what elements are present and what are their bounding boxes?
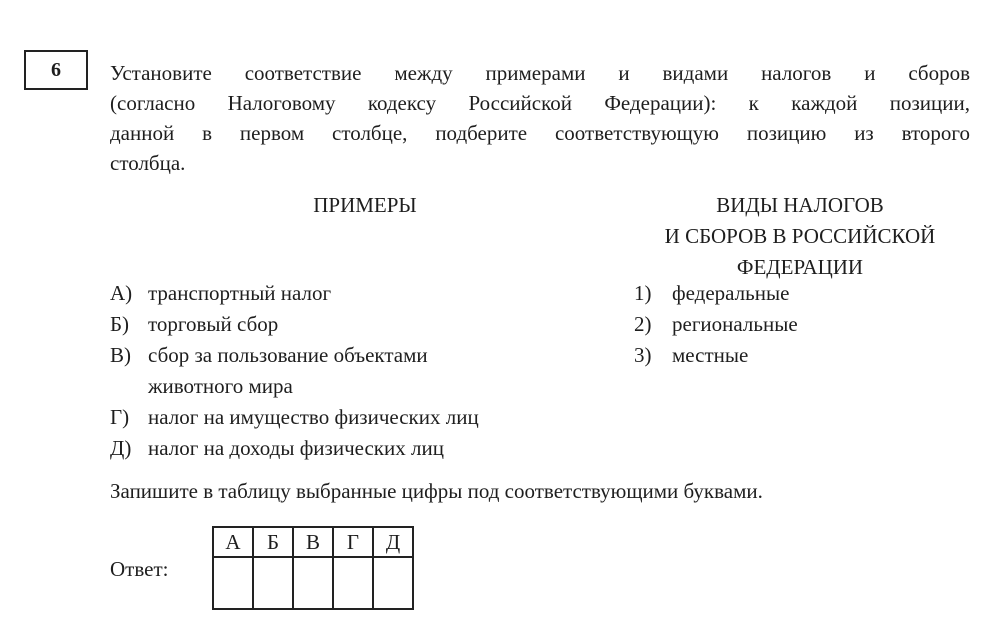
example-text: налог на доходы физических лиц xyxy=(148,436,444,460)
answer-cell[interactable] xyxy=(213,557,253,609)
instruction-text: Запишите в таблицу выбранные цифры под соответствующими буквами. xyxy=(110,479,763,503)
answer-label: Ответ: xyxy=(110,557,169,581)
answer-column-letter: В xyxy=(293,527,333,557)
answer-column-letter: Г xyxy=(333,527,373,557)
answer-header-row xyxy=(213,527,413,557)
example-text: торговый сбор xyxy=(148,312,279,336)
answer-cell[interactable] xyxy=(293,557,333,609)
example-item xyxy=(110,402,590,433)
example-letter: В) xyxy=(110,343,131,367)
example-item xyxy=(110,309,590,340)
task-text xyxy=(110,58,970,178)
tax-type-item xyxy=(634,309,974,340)
tax-types-list xyxy=(634,278,974,371)
example-text: налог на имущество физических лиц xyxy=(148,405,479,429)
answer-cell[interactable] xyxy=(373,557,413,609)
tax-type-text: местные xyxy=(672,343,749,367)
tax-type-item xyxy=(634,278,974,309)
example-item xyxy=(110,433,590,464)
task-line: (согласно Налоговому кодексу Российской Федерации): к каждой позиции, xyxy=(110,91,970,115)
example-text: транспортный налог xyxy=(148,281,332,305)
question-number: 6 xyxy=(51,58,61,81)
task-line: данной в первом столбце, подберите соответствующую позицию из второго xyxy=(110,121,970,145)
example-item xyxy=(110,340,590,402)
tax-type-number: 3) xyxy=(634,343,652,367)
example-letter: Д) xyxy=(110,436,132,460)
tax-type-number: 1) xyxy=(634,281,652,305)
tax-type-text: региональные xyxy=(672,312,798,336)
examples-list xyxy=(110,278,590,464)
answer-column-letter: Д xyxy=(373,527,413,557)
answer-column-letter: Б xyxy=(253,527,293,557)
example-letter: Г) xyxy=(110,405,130,429)
question-number-box xyxy=(24,50,88,90)
examples-heading: ПРИМЕРЫ xyxy=(313,193,417,217)
task-line: Установите соответствие между примерами и видами налогов и сборов xyxy=(110,61,970,85)
example-text: сбор за пользование объектами животного мира xyxy=(148,343,428,398)
tax-types-heading-line: И СБОРОВ В РОССИЙСКОЙ xyxy=(664,224,936,248)
tax-types-heading xyxy=(620,190,980,283)
example-letter: Б) xyxy=(110,312,130,336)
answer-input-row xyxy=(213,557,413,609)
tax-type-item xyxy=(634,340,974,371)
tax-type-text: федеральные xyxy=(672,281,790,305)
tax-types-heading-line: ВИДЫ НАЛОГОВ xyxy=(716,193,884,217)
example-letter: А) xyxy=(110,281,133,305)
answer-column-letter: А xyxy=(213,527,253,557)
tax-types-heading-line: ФЕДЕРАЦИИ xyxy=(736,255,864,279)
tax-type-number: 2) xyxy=(634,312,652,336)
answer-table xyxy=(212,526,414,610)
task-line: столбца. xyxy=(110,151,186,175)
answer-cell[interactable] xyxy=(253,557,293,609)
answer-cell[interactable] xyxy=(333,557,373,609)
example-item xyxy=(110,278,590,309)
